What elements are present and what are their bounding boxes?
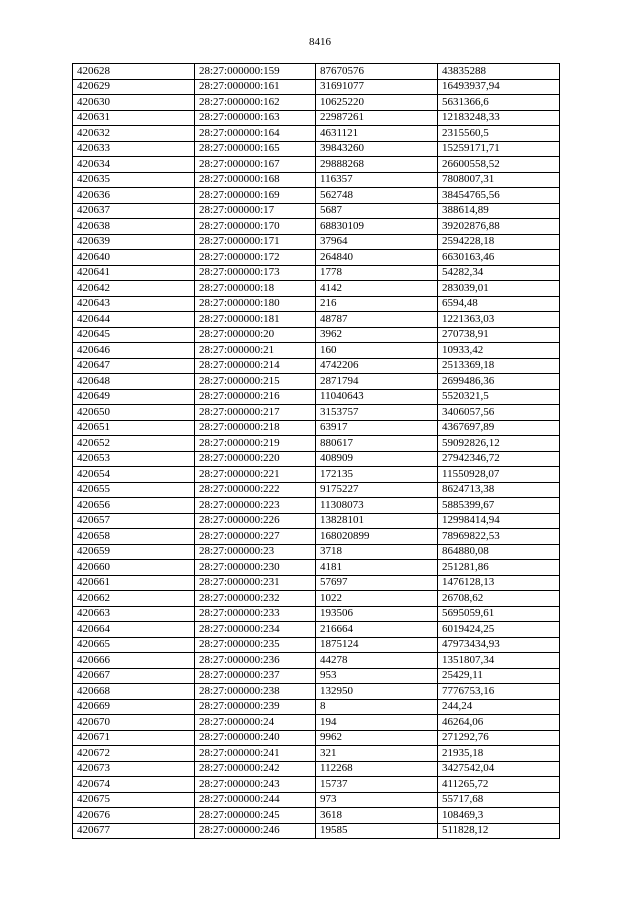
table-row [73,358,560,374]
table-row [73,668,560,684]
area-cell: 216664 [316,622,438,638]
area-cell: 160 [316,343,438,359]
row-id-cell: 420664 [73,622,195,638]
table-row [73,606,560,622]
area-cell: 29888268 [316,157,438,173]
row-id-cell: 420668 [73,684,195,700]
row-id-cell: 420631 [73,110,195,126]
area-cell: 5687 [316,203,438,219]
value-cell: 3427542,04 [438,761,560,777]
cadastral-number-cell: 28:27:000000:238 [195,684,316,700]
area-cell: 1778 [316,265,438,281]
cadastral-number-cell: 28:27:000000:171 [195,234,316,250]
area-cell: 116357 [316,172,438,188]
value-cell: 1351807,34 [438,653,560,669]
cadastral-number-cell: 28:27:000000:240 [195,730,316,746]
row-id-cell: 420657 [73,513,195,529]
row-id-cell: 420671 [73,730,195,746]
area-cell: 194 [316,715,438,731]
table-row [73,653,560,669]
cadastral-number-cell: 28:27:000000:235 [195,637,316,653]
area-cell: 9962 [316,730,438,746]
cadastral-number-cell: 28:27:000000:222 [195,482,316,498]
row-id-cell: 420652 [73,436,195,452]
value-cell: 270738,91 [438,327,560,343]
cadastral-number-cell: 28:27:000000:244 [195,792,316,808]
row-id-cell: 420658 [73,529,195,545]
table-row [73,312,560,328]
cadastral-number-cell: 28:27:000000:180 [195,296,316,312]
table-row [73,451,560,467]
value-cell: 59092826,12 [438,436,560,452]
area-cell: 3153757 [316,405,438,421]
value-cell: 6630163,46 [438,250,560,266]
area-cell: 1022 [316,591,438,607]
cadastral-number-cell: 28:27:000000:230 [195,560,316,576]
value-cell: 10933,42 [438,343,560,359]
value-cell: 26708,62 [438,591,560,607]
row-id-cell: 420642 [73,281,195,297]
area-cell: 3718 [316,544,438,560]
value-cell: 25429,11 [438,668,560,684]
area-cell: 10625220 [316,95,438,111]
cadastral-number-cell: 28:27:000000:23 [195,544,316,560]
row-id-cell: 420675 [73,792,195,808]
row-id-cell: 420669 [73,699,195,715]
table-row [73,172,560,188]
table-row [73,296,560,312]
row-id-cell: 420656 [73,498,195,514]
table-row [73,219,560,235]
area-cell: 15737 [316,777,438,793]
cadastral-number-cell: 28:27:000000:17 [195,203,316,219]
area-cell: 321 [316,746,438,762]
table-row [73,637,560,653]
cadastral-number-cell: 28:27:000000:245 [195,808,316,824]
value-cell: 38454765,56 [438,188,560,204]
value-cell: 5631366,6 [438,95,560,111]
value-cell: 7776753,16 [438,684,560,700]
value-cell: 5695059,61 [438,606,560,622]
value-cell: 6019424,25 [438,622,560,638]
cadastral-number-cell: 28:27:000000:162 [195,95,316,111]
cadastral-number-cell: 28:27:000000:233 [195,606,316,622]
table-row [73,141,560,157]
area-cell: 19585 [316,823,438,839]
table-row [73,327,560,343]
table-row [73,482,560,498]
table-row [73,234,560,250]
table-row [73,203,560,219]
value-cell: 1476128,13 [438,575,560,591]
table-row [73,374,560,390]
cadastral-number-cell: 28:27:000000:226 [195,513,316,529]
table-row [73,420,560,436]
cadastral-number-cell: 28:27:000000:215 [195,374,316,390]
table-row [73,684,560,700]
row-id-cell: 420649 [73,389,195,405]
row-id-cell: 420643 [73,296,195,312]
value-cell: 271292,76 [438,730,560,746]
table-row [73,250,560,266]
area-cell: 37964 [316,234,438,250]
area-cell: 31691077 [316,79,438,95]
row-id-cell: 420640 [73,250,195,266]
row-id-cell: 420641 [73,265,195,281]
cadastral-number-cell: 28:27:000000:216 [195,389,316,405]
value-cell: 283039,01 [438,281,560,297]
row-id-cell: 420635 [73,172,195,188]
table-row [73,777,560,793]
area-cell: 216 [316,296,438,312]
area-cell: 4631121 [316,126,438,142]
row-id-cell: 420645 [73,327,195,343]
cadastral-number-cell: 28:27:000000:161 [195,79,316,95]
cadastral-number-cell: 28:27:000000:221 [195,467,316,483]
area-cell: 11040643 [316,389,438,405]
table-row [73,343,560,359]
cadastral-number-cell: 28:27:000000:181 [195,312,316,328]
value-cell: 12998414,94 [438,513,560,529]
cadastral-number-cell: 28:27:000000:223 [195,498,316,514]
cadastral-number-cell: 28:27:000000:237 [195,668,316,684]
cadastral-number-cell: 28:27:000000:167 [195,157,316,173]
table-row [73,513,560,529]
area-cell: 3618 [316,808,438,824]
row-id-cell: 420660 [73,560,195,576]
area-cell: 4742206 [316,358,438,374]
row-id-cell: 420638 [73,219,195,235]
area-cell: 8 [316,699,438,715]
value-cell: 8624713,38 [438,482,560,498]
row-id-cell: 420639 [73,234,195,250]
area-cell: 3962 [316,327,438,343]
value-cell: 3406057,56 [438,405,560,421]
row-id-cell: 420666 [73,653,195,669]
value-cell: 7808007,31 [438,172,560,188]
table-row [73,405,560,421]
area-cell: 9175227 [316,482,438,498]
cadastral-number-cell: 28:27:000000:218 [195,420,316,436]
value-cell: 2315560,5 [438,126,560,142]
value-cell: 244,24 [438,699,560,715]
area-cell: 13828101 [316,513,438,529]
table-row [73,498,560,514]
value-cell: 12183248,33 [438,110,560,126]
area-cell: 2871794 [316,374,438,390]
area-cell: 4181 [316,560,438,576]
area-cell: 193506 [316,606,438,622]
value-cell: 108469,3 [438,808,560,824]
cadastral-number-cell: 28:27:000000:239 [195,699,316,715]
row-id-cell: 420637 [73,203,195,219]
area-cell: 264840 [316,250,438,266]
row-id-cell: 420665 [73,637,195,653]
cadastral-number-cell: 28:27:000000:164 [195,126,316,142]
row-id-cell: 420646 [73,343,195,359]
cadastral-number-cell: 28:27:000000:169 [195,188,316,204]
table-row [73,560,560,576]
row-id-cell: 420672 [73,746,195,762]
data-table [72,63,560,839]
value-cell: 6594,48 [438,296,560,312]
table-row [73,591,560,607]
table-body [73,64,560,839]
value-cell: 5520321,5 [438,389,560,405]
cadastral-number-cell: 28:27:000000:214 [195,358,316,374]
page-number: 8416 [309,36,331,48]
area-cell: 63917 [316,420,438,436]
row-id-cell: 420676 [73,808,195,824]
table-row [73,575,560,591]
row-id-cell: 420633 [73,141,195,157]
area-cell: 132950 [316,684,438,700]
table-row [73,746,560,762]
area-cell: 68830109 [316,219,438,235]
table-row [73,761,560,777]
table-row [73,792,560,808]
cadastral-number-cell: 28:27:000000:236 [195,653,316,669]
row-id-cell: 420674 [73,777,195,793]
row-id-cell: 420628 [73,64,195,80]
value-cell: 27942346,72 [438,451,560,467]
value-cell: 43835288 [438,64,560,80]
table-row [73,110,560,126]
row-id-cell: 420636 [73,188,195,204]
value-cell: 26600558,52 [438,157,560,173]
area-cell: 44278 [316,653,438,669]
value-cell: 15259171,71 [438,141,560,157]
area-cell: 953 [316,668,438,684]
table-row [73,544,560,560]
cadastral-number-cell: 28:27:000000:232 [195,591,316,607]
row-id-cell: 420647 [73,358,195,374]
row-id-cell: 420662 [73,591,195,607]
cadastral-number-cell: 28:27:000000:165 [195,141,316,157]
value-cell: 411265,72 [438,777,560,793]
row-id-cell: 420653 [73,451,195,467]
table-row [73,95,560,111]
cadastral-number-cell: 28:27:000000:234 [195,622,316,638]
area-cell: 39843260 [316,141,438,157]
value-cell: 46264,06 [438,715,560,731]
cadastral-number-cell: 28:27:000000:21 [195,343,316,359]
table-row [73,699,560,715]
area-cell: 973 [316,792,438,808]
row-id-cell: 420667 [73,668,195,684]
cadastral-number-cell: 28:27:000000:231 [195,575,316,591]
value-cell: 2699486,36 [438,374,560,390]
cadastral-number-cell: 28:27:000000:170 [195,219,316,235]
row-id-cell: 420629 [73,79,195,95]
table-row [73,389,560,405]
area-cell: 11308073 [316,498,438,514]
cadastral-number-cell: 28:27:000000:220 [195,451,316,467]
value-cell: 5885399,67 [438,498,560,514]
table-row [73,64,560,80]
table-row [73,467,560,483]
cadastral-number-cell: 28:27:000000:20 [195,327,316,343]
row-id-cell: 420677 [73,823,195,839]
value-cell: 4367697,89 [438,420,560,436]
area-cell: 4142 [316,281,438,297]
row-id-cell: 420663 [73,606,195,622]
table-row [73,715,560,731]
area-cell: 562748 [316,188,438,204]
value-cell: 16493937,94 [438,79,560,95]
row-id-cell: 420644 [73,312,195,328]
row-id-cell: 420630 [73,95,195,111]
value-cell: 78969822,53 [438,529,560,545]
row-id-cell: 420659 [73,544,195,560]
value-cell: 11550928,07 [438,467,560,483]
value-cell: 39202876,88 [438,219,560,235]
area-cell: 408909 [316,451,438,467]
cadastral-number-cell: 28:27:000000:159 [195,64,316,80]
cadastral-number-cell: 28:27:000000:18 [195,281,316,297]
cadastral-number-cell: 28:27:000000:241 [195,746,316,762]
row-id-cell: 420654 [73,467,195,483]
cadastral-number-cell: 28:27:000000:243 [195,777,316,793]
area-cell: 880617 [316,436,438,452]
cadastral-number-cell: 28:27:000000:173 [195,265,316,281]
cadastral-number-cell: 28:27:000000:24 [195,715,316,731]
table-row [73,823,560,839]
cadastral-number-cell: 28:27:000000:217 [195,405,316,421]
table-row [73,808,560,824]
value-cell: 864880,08 [438,544,560,560]
value-cell: 47973434,93 [438,637,560,653]
cadastral-number-cell: 28:27:000000:227 [195,529,316,545]
table-row [73,730,560,746]
table-row [73,265,560,281]
value-cell: 388614,89 [438,203,560,219]
table-row [73,529,560,545]
area-cell: 112268 [316,761,438,777]
value-cell: 1221363,03 [438,312,560,328]
row-id-cell: 420634 [73,157,195,173]
area-cell: 87670576 [316,64,438,80]
table-row [73,188,560,204]
cadastral-number-cell: 28:27:000000:246 [195,823,316,839]
table-row [73,79,560,95]
table-row [73,281,560,297]
row-id-cell: 420650 [73,405,195,421]
value-cell: 55717,68 [438,792,560,808]
table-row [73,436,560,452]
value-cell: 21935,18 [438,746,560,762]
value-cell: 2594228,18 [438,234,560,250]
cadastral-number-cell: 28:27:000000:163 [195,110,316,126]
row-id-cell: 420673 [73,761,195,777]
value-cell: 511828,12 [438,823,560,839]
row-id-cell: 420651 [73,420,195,436]
row-id-cell: 420661 [73,575,195,591]
cadastral-number-cell: 28:27:000000:172 [195,250,316,266]
cadastral-number-cell: 28:27:000000:219 [195,436,316,452]
area-cell: 22987261 [316,110,438,126]
table-row [73,622,560,638]
area-cell: 172135 [316,467,438,483]
area-cell: 57697 [316,575,438,591]
area-cell: 1875124 [316,637,438,653]
row-id-cell: 420670 [73,715,195,731]
cadastral-number-cell: 28:27:000000:168 [195,172,316,188]
row-id-cell: 420648 [73,374,195,390]
table-row [73,157,560,173]
cadastral-number-cell: 28:27:000000:242 [195,761,316,777]
value-cell: 2513369,18 [438,358,560,374]
value-cell: 251281,86 [438,560,560,576]
table-row [73,126,560,142]
area-cell: 48787 [316,312,438,328]
area-cell: 168020899 [316,529,438,545]
value-cell: 54282,34 [438,265,560,281]
row-id-cell: 420632 [73,126,195,142]
row-id-cell: 420655 [73,482,195,498]
